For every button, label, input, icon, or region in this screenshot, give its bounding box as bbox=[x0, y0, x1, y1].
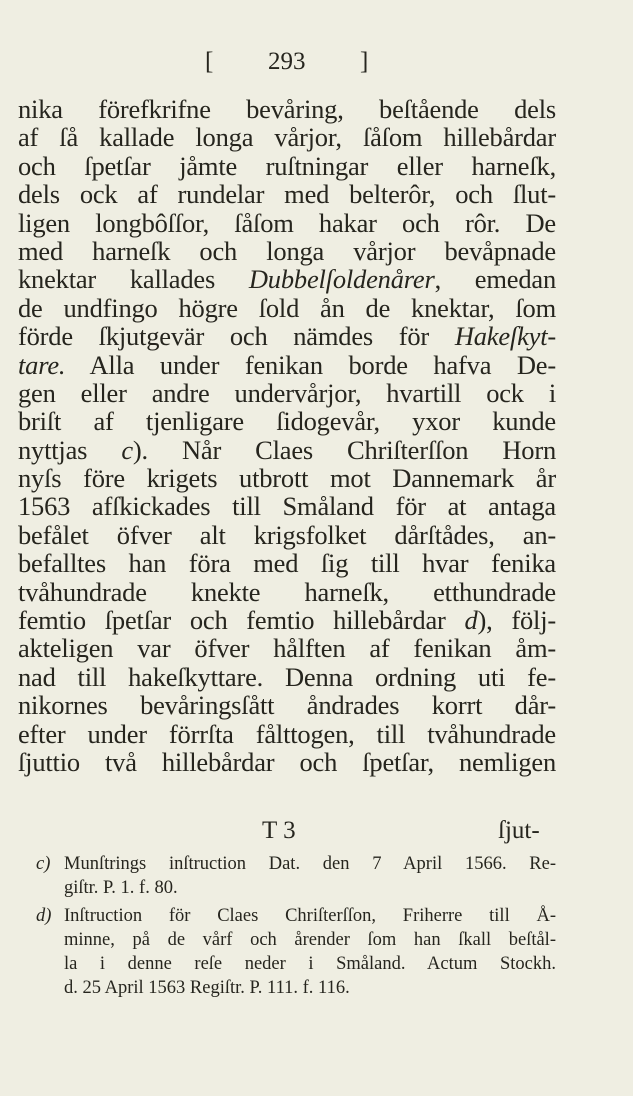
signature-mark: T 3 bbox=[262, 817, 296, 844]
text-span: ), följ- bbox=[477, 605, 556, 636]
footnote bbox=[36, 852, 556, 900]
text-line: och ſpetſar jåmte ruſtningar eller harneſk, bbox=[18, 150, 556, 181]
footnote-marker: c) bbox=[36, 854, 51, 874]
text-line: nikornes bevåringsſått åndrades korrt dår- bbox=[18, 690, 556, 721]
text-span: femtio ſpetſar och femtio hillebårdar bbox=[18, 605, 465, 636]
footnote-line: d. 25 April 1563 Regiſtr. P. 111. f. 116. bbox=[64, 978, 350, 998]
text-line: de undfingo högre ſold ån de knektar, ſom bbox=[18, 292, 556, 323]
footnote-line: Munſtrings inſtruction Dat. den 7 April 1566. Re- bbox=[64, 854, 556, 874]
footnote-line: Inſtruction för Claes Chriſterſſon, Friherre till Å- bbox=[64, 906, 556, 926]
text-line bbox=[18, 606, 556, 634]
italic-text: Hakeſkyt- bbox=[454, 321, 556, 352]
italic-text: Dubbelſoldenårer bbox=[248, 264, 435, 295]
text-line: gen eller andre undervårjor, hvartill ock i bbox=[18, 377, 556, 408]
footnote-marker: d) bbox=[36, 906, 52, 926]
text-line bbox=[18, 265, 556, 293]
text-line bbox=[18, 351, 556, 379]
italic-text: d bbox=[464, 605, 478, 636]
text-line: af ſå kallade longa vårjor, ſåſom hillebårdar bbox=[18, 122, 556, 153]
footnote-line: minne, på de vårf och årender ſom han ſkall beſtål- bbox=[64, 930, 556, 950]
text-line: nad till hakeſkyttare. Denna ordning uti fe- bbox=[18, 661, 556, 692]
text-line: ſjuttio två hillebårdar och ſpetſar, nemligen bbox=[18, 746, 556, 777]
text-span: ). Når Claes Chriſterſſon Horn bbox=[132, 434, 556, 465]
text-span: Alla under fenikan borde hafva De- bbox=[65, 349, 556, 380]
running-header bbox=[0, 48, 633, 88]
text-line bbox=[18, 436, 556, 464]
body-text bbox=[18, 95, 556, 776]
text-line: befalltes han föra med ſig till hvar fenika bbox=[18, 548, 556, 579]
text-line: 1563 afſkickades till Småland för at antaga bbox=[18, 491, 556, 522]
footnote-line: la i denne reſe neder i Småland. Actum Stockh. bbox=[64, 954, 556, 974]
catchword: ſjut- bbox=[498, 817, 540, 844]
page-number: 293 bbox=[268, 48, 306, 75]
text-span: nyttjas bbox=[18, 434, 122, 465]
footnote-line: giſtr. P. 1. f. 80. bbox=[64, 878, 178, 898]
italic-text: c bbox=[121, 434, 133, 465]
right-bracket: ] bbox=[360, 48, 369, 75]
left-bracket: [ bbox=[205, 48, 214, 75]
text-span: knektar kallades bbox=[18, 264, 249, 295]
text-span: förde ſkjutgevär och nämdes för bbox=[18, 321, 455, 352]
text-line: briſt af tjenligare ſidogevår, yxor kunde bbox=[18, 406, 556, 437]
text-line: efter under förrſta fålttogen, till tvåhundrade bbox=[18, 718, 556, 749]
footnotes bbox=[36, 852, 556, 1000]
text-line: dels ock af rundelar med belterôr, och ſlut- bbox=[18, 179, 556, 210]
text-line: befålet öfver alt krigsfolket dårſtådes, an- bbox=[18, 519, 556, 550]
text-line: tvåhundrade knekte harneſk, etthundrade bbox=[18, 576, 556, 607]
italic-text: tare. bbox=[18, 349, 66, 380]
text-line bbox=[18, 322, 556, 350]
text-line: akteligen var öfver hålften af fenikan åm- bbox=[18, 633, 556, 664]
text-line: nika förefkrifne bevåring, beſtående dels bbox=[18, 94, 556, 124]
text-line: med harneſk och longa vårjor bevåpnade bbox=[18, 235, 556, 266]
footnote bbox=[36, 904, 556, 1000]
text-line: ligen longbôſſor, ſåſom hakar och rôr. De bbox=[18, 207, 556, 238]
text-line: nyſs före krigets utbrott mot Dannemark år bbox=[18, 463, 556, 494]
text-span: , emedan bbox=[434, 264, 556, 295]
